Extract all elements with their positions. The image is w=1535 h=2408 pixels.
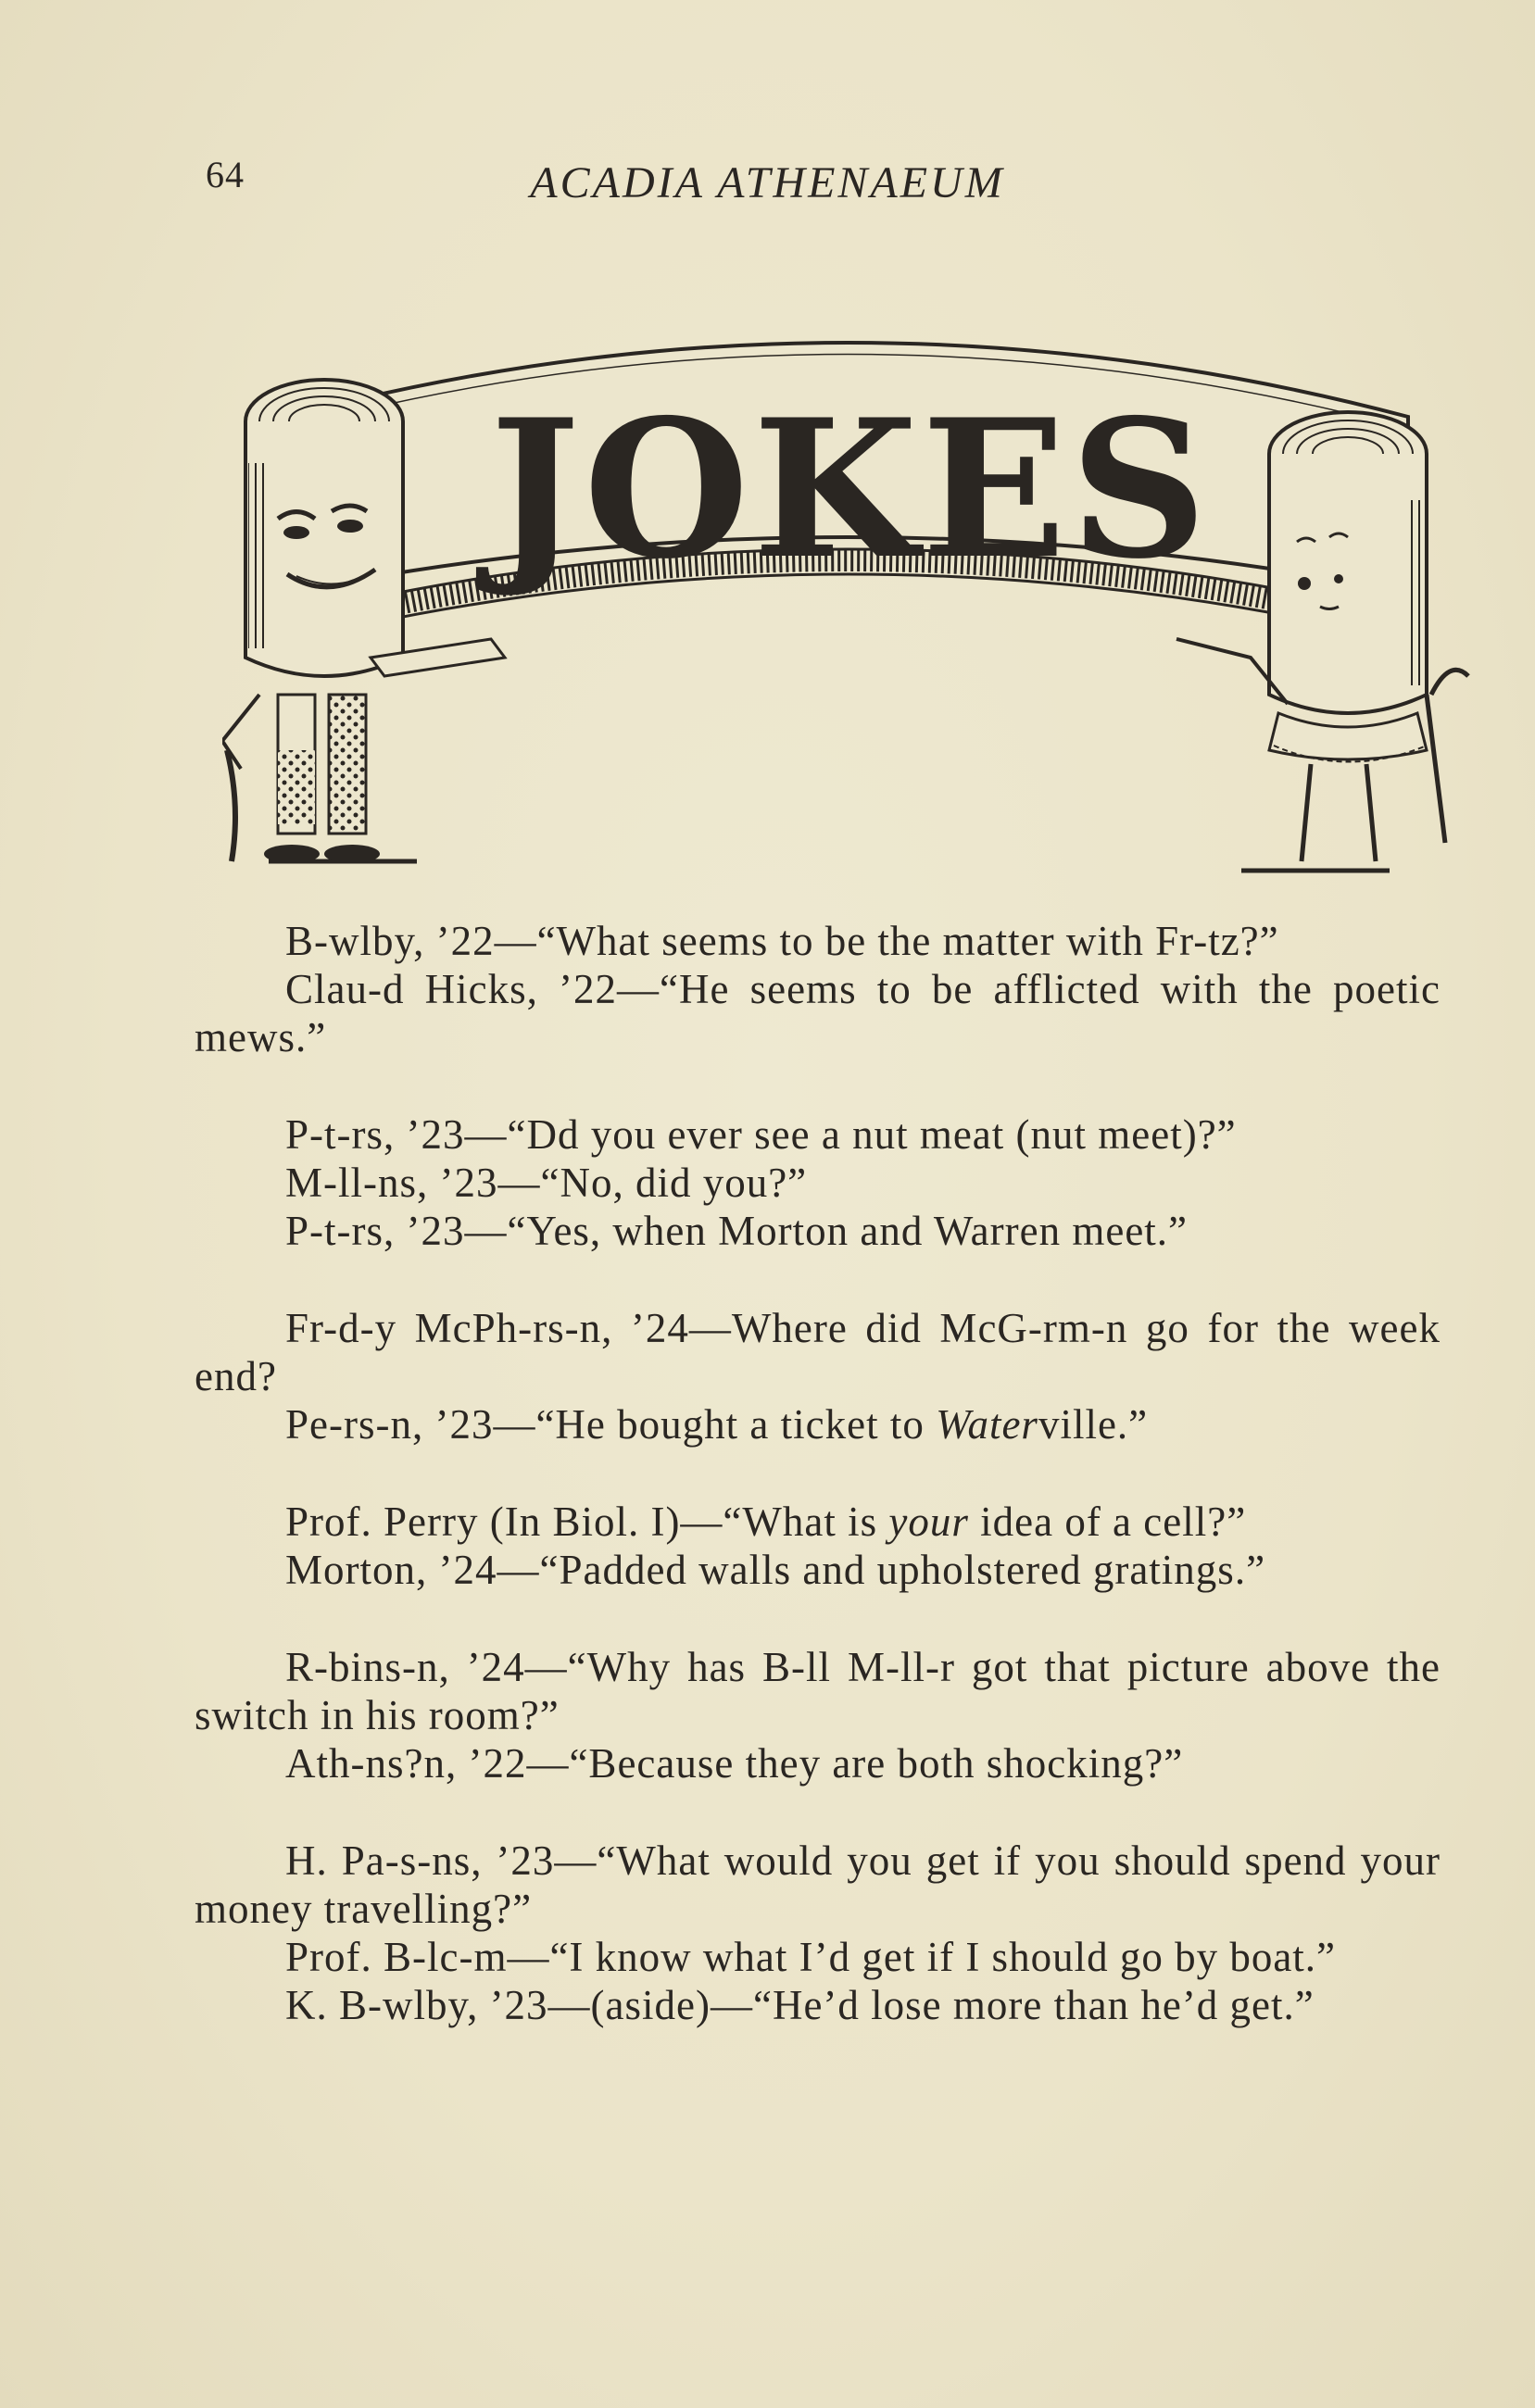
joke-line: Clau-d Hicks, ’22—“He seems to be afflicted with the poetic mews.” xyxy=(195,966,1441,1060)
joke-line: M-ll-ns, ’23—“No, did you?” xyxy=(285,1160,808,1206)
joke-line-text: Pe-rs-n, ’23—“He bought a ticket to xyxy=(285,1401,937,1448)
joke-block xyxy=(195,1837,1441,2029)
joke-block xyxy=(195,1304,1441,1449)
joke-line: B-wlby, ’22—“What seems to be the matter with Fr-tz?” xyxy=(285,918,1279,964)
page-number: 64 xyxy=(206,154,245,195)
joke-line-italic: Water xyxy=(936,1401,1038,1448)
jokes-text xyxy=(195,917,1441,2078)
joke-line-text: Prof. Perry (In Biol. I)—“What is xyxy=(285,1499,889,1545)
joke-block xyxy=(195,1643,1441,1787)
joke-line: H. Pa-s-ns, ’23—“What would you get if you should spend your money travelling?” xyxy=(195,1837,1441,1932)
joke-line: K. B-wlby, ’23—(aside)—“He’d lose more than he’d get.” xyxy=(285,1982,1315,2028)
joke-block xyxy=(195,1110,1441,1255)
joke-line-text: idea of a cell?” xyxy=(968,1499,1247,1545)
joke-line xyxy=(195,1498,1441,1546)
joke-line: Prof. B-lc-m—“I know what I’d get if I should go by boat.” xyxy=(285,1934,1337,1980)
banner-title: JOKES xyxy=(489,379,1212,601)
joke-line: P-t-rs, ’23—“Yes, when Morton and Warren meet.” xyxy=(285,1208,1189,1254)
running-title: ACADIA ATHENAEUM xyxy=(530,158,1005,207)
joke-line: Fr-d-y McPh-rs-n, ’24—Where did McG-rm-n go for the week end? xyxy=(195,1305,1441,1399)
joke-line: P-t-rs, ’23—“Dd you ever see a nut meat (nut meet)?” xyxy=(285,1111,1237,1158)
joke-line-italic: your xyxy=(888,1499,969,1545)
joke-line: Ath-ns?n, ’22—“Because they are both shocking?” xyxy=(285,1740,1184,1787)
joke-block xyxy=(195,1498,1441,1594)
joke-line: Morton, ’24—“Padded walls and upholstered gratings.” xyxy=(285,1547,1266,1593)
joke-line-text: ville.” xyxy=(1038,1401,1149,1448)
joke-line xyxy=(195,1400,1441,1449)
joke-block xyxy=(195,917,1441,1061)
jokes-banner-illustration xyxy=(222,306,1473,898)
joke-line: R-bins-n, ’24—“Why has B-ll M-ll-r got that picture above the switch in his room?” xyxy=(195,1644,1441,1738)
